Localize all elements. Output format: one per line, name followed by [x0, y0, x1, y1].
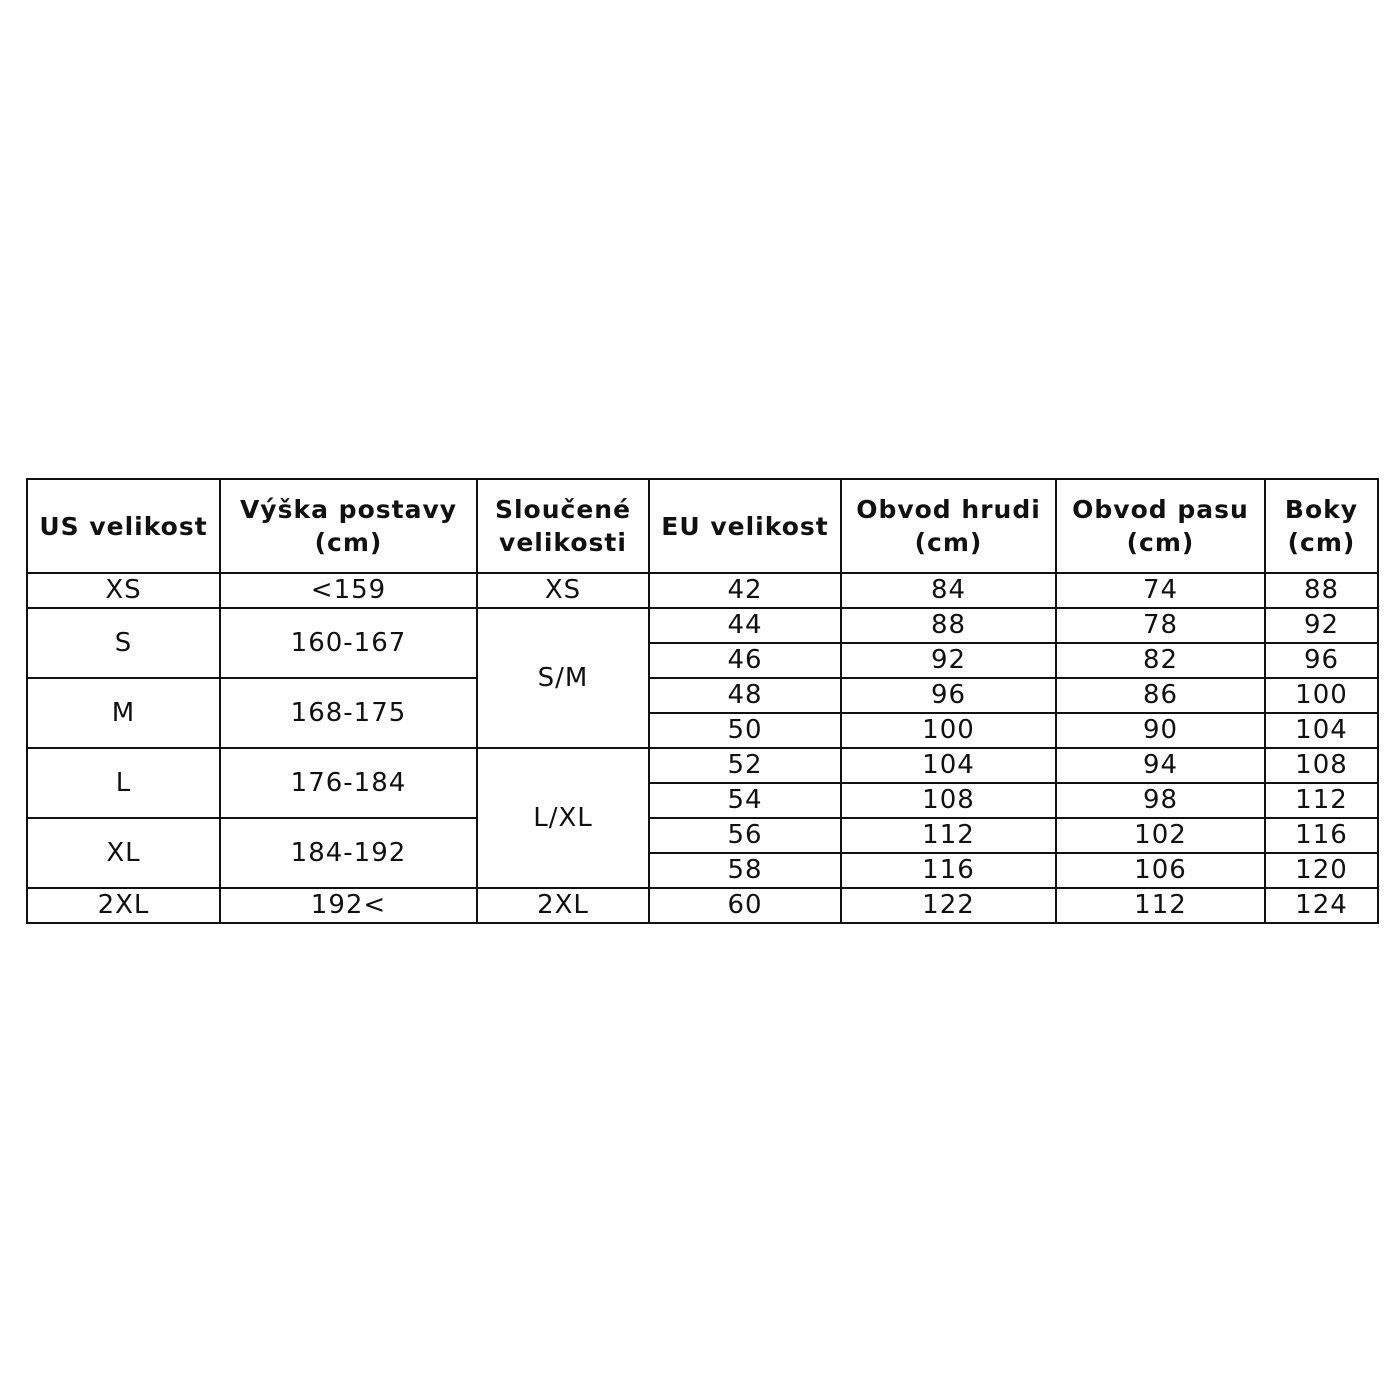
waist-cell: 90 [1056, 713, 1265, 748]
header-combined-sizes-line-1: Sloučené [494, 495, 632, 524]
header-hips-line-1: Boky [1284, 495, 1359, 524]
header-eu-size-line-1: EU velikost [661, 511, 829, 541]
table-row [27, 573, 1378, 608]
height-cell: 184-192 [220, 818, 477, 888]
height-cell: 192< [220, 888, 477, 923]
waist-cell: 102 [1056, 818, 1265, 853]
chest-cell: 100 [841, 713, 1056, 748]
hips-cell: 112 [1265, 783, 1378, 818]
eu-size-cell: 58 [649, 853, 841, 888]
chest-cell: 112 [841, 818, 1056, 853]
chest-cell: 122 [841, 888, 1056, 923]
chest-cell: 88 [841, 608, 1056, 643]
height-cell: <159 [220, 573, 477, 608]
chest-cell: 84 [841, 573, 1056, 608]
chest-cell: 116 [841, 853, 1056, 888]
hips-cell: 124 [1265, 888, 1378, 923]
header-hips-line-2: (cm) [1287, 528, 1356, 557]
combined-size-cell: L/XL [477, 748, 649, 888]
table-row [27, 748, 1378, 783]
table-row [27, 888, 1378, 923]
combined-size-cell: S/M [477, 608, 649, 748]
table-row [27, 608, 1378, 643]
us-size-cell: XL [27, 818, 220, 888]
height-cell: 168-175 [220, 678, 477, 748]
chest-cell: 104 [841, 748, 1056, 783]
eu-size-cell: 52 [649, 748, 841, 783]
header-height-line-2: (cm) [314, 528, 383, 557]
eu-size-cell: 54 [649, 783, 841, 818]
waist-cell: 94 [1056, 748, 1265, 783]
hips-cell: 88 [1265, 573, 1378, 608]
header-us-size-line-1: US velikost [39, 511, 208, 541]
chest-cell: 96 [841, 678, 1056, 713]
eu-size-cell: 46 [649, 643, 841, 678]
hips-cell: 120 [1265, 853, 1378, 888]
hips-cell: 100 [1265, 678, 1378, 713]
height-cell: 160-167 [220, 608, 477, 678]
us-size-cell: M [27, 678, 220, 748]
us-size-cell: XS [27, 573, 220, 608]
size-chart-table [26, 478, 1379, 924]
header-row [27, 479, 1378, 573]
waist-cell: 82 [1056, 643, 1265, 678]
table-row [27, 818, 1378, 853]
header-waist-line-1: Obvod pasu [1072, 495, 1249, 524]
header-chest [841, 479, 1056, 573]
eu-size-cell: 42 [649, 573, 841, 608]
header-height [220, 479, 477, 573]
us-size-cell: S [27, 608, 220, 678]
header-height-line-1: Výška postavy [239, 495, 458, 524]
header-combined-sizes [477, 479, 649, 573]
combined-size-cell: XS [477, 573, 649, 608]
table-row [27, 678, 1378, 713]
waist-cell: 98 [1056, 783, 1265, 818]
header-hips [1265, 479, 1378, 573]
header-eu-size [649, 479, 841, 573]
waist-cell: 112 [1056, 888, 1265, 923]
combined-size-cell: 2XL [477, 888, 649, 923]
waist-cell: 86 [1056, 678, 1265, 713]
header-chest-line-1: Obvod hrudi [856, 495, 1041, 524]
eu-size-cell: 60 [649, 888, 841, 923]
us-size-cell: L [27, 748, 220, 818]
header-chest-line-2: (cm) [914, 528, 983, 557]
waist-cell: 78 [1056, 608, 1265, 643]
hips-cell: 108 [1265, 748, 1378, 783]
height-cell: 176-184 [220, 748, 477, 818]
header-waist-line-2: (cm) [1126, 528, 1195, 557]
eu-size-cell: 56 [649, 818, 841, 853]
hips-cell: 92 [1265, 608, 1378, 643]
hips-cell: 104 [1265, 713, 1378, 748]
eu-size-cell: 44 [649, 608, 841, 643]
us-size-cell: 2XL [27, 888, 220, 923]
eu-size-cell: 50 [649, 713, 841, 748]
header-combined-sizes-line-2: velikosti [499, 528, 627, 557]
waist-cell: 74 [1056, 573, 1265, 608]
waist-cell: 106 [1056, 853, 1265, 888]
chest-cell: 108 [841, 783, 1056, 818]
eu-size-cell: 48 [649, 678, 841, 713]
hips-cell: 116 [1265, 818, 1378, 853]
hips-cell: 96 [1265, 643, 1378, 678]
chest-cell: 92 [841, 643, 1056, 678]
header-us-size [27, 479, 220, 573]
header-waist [1056, 479, 1265, 573]
